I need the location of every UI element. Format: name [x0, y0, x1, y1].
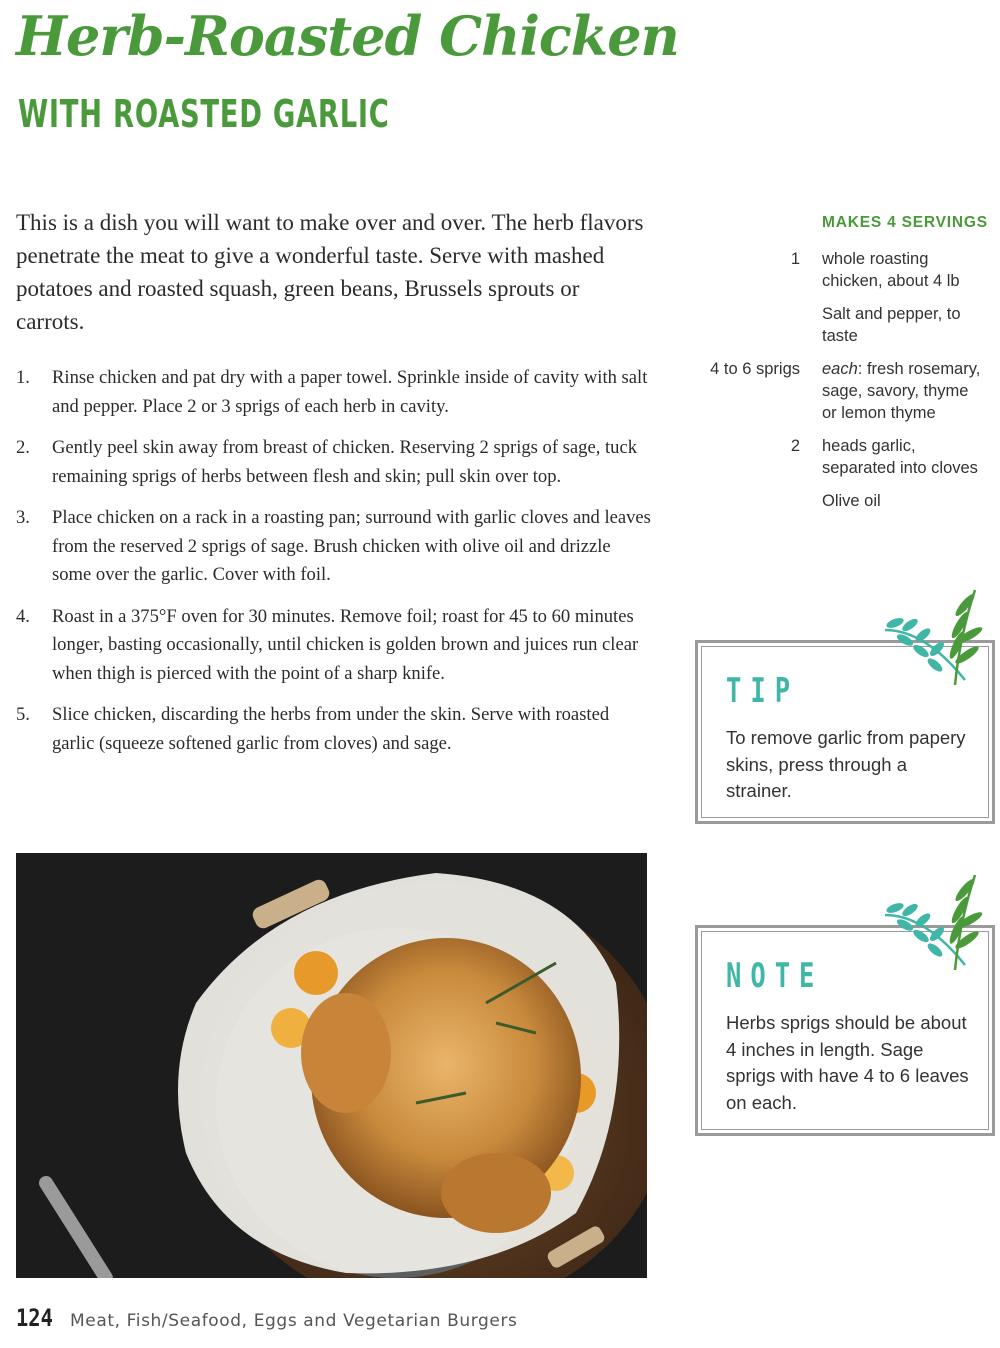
method-step	[16, 603, 652, 689]
ingredient-item	[690, 435, 990, 479]
ingredient-emphasis: each	[822, 360, 858, 378]
step-text: Gently peel skin away from breast of chicken. Reserving 2 sprigs of sage, tuck remaining sprigs of herbs between flesh and skin; pull skin over top.	[52, 437, 638, 487]
ingredient-item	[690, 303, 990, 347]
step-text: Slice chicken, discarding the herbs from under the skin. Serve with roasted garlic (squeeze softened garlic from cloves) and sage.	[52, 704, 610, 754]
page-number: 124	[16, 1304, 53, 1332]
servings-label: MAKES 4 SERVINGS	[822, 214, 988, 231]
roast-chicken-photo	[16, 853, 647, 1278]
step-number: 1.	[16, 367, 30, 388]
ingredient-item	[690, 248, 990, 292]
ingredient-text-wrap	[822, 248, 982, 292]
method-step	[16, 434, 652, 491]
ingredient-text: : fresh rosemary, sage, savory, thyme or lemon thyme	[822, 360, 981, 422]
ingredient-text-wrap	[822, 490, 982, 512]
herb-sprig-icon	[865, 870, 985, 980]
ingredient-quantity: 4 to 6 sprigs	[710, 360, 800, 378]
tip-body: To remove garlic from papery skins, press through a strainer.	[726, 727, 966, 801]
step-number: 2.	[16, 437, 30, 458]
ingredient-text: whole roasting chicken, about 4 lb	[822, 250, 960, 290]
recipe-title: Herb-Roasted Chicken	[16, 4, 679, 68]
note-heading: NOTE	[726, 956, 824, 996]
ingredient-quantity: 1	[790, 250, 800, 268]
section-title: Meat, Fish/Seafood, Eggs and Vegetarian Burgers	[70, 1311, 518, 1331]
ingredient-text-wrap	[822, 303, 982, 347]
step-text: Rinse chicken and pat dry with a paper towel. Sprinkle inside of cavity with salt and pepper. Place 2 or 3 sprigs of each herb in cavity.	[52, 367, 648, 417]
step-number: 4.	[16, 605, 30, 627]
method-steps	[16, 364, 652, 771]
step-text: Place chicken on a rack in a roasting pan; surround with garlic cloves and leaves from the reserved 2 sprigs of sage. Brush chicken with olive oil and drizzle some over the garlic. Cover with foil.	[52, 507, 651, 585]
tip-heading: TIP	[726, 671, 800, 711]
ingredient-item	[690, 490, 990, 512]
recipe-intro: This is a dish you will want to make over and over. The herb flavors penetrate the meat to give a wonderful taste. Serve with mashed potatoes and roasted squash, green beans, Brussels sprouts or carrots.	[16, 210, 644, 334]
step-text: Roast in a 375°F oven for 30 minutes. Remove foil; roast for 45 to 60 minutes longer, basting occasionally, until chicken is golden brown and juices run clear when thigh is pierced with the point of a sharp knife.	[52, 605, 639, 684]
roast-chicken-illustration	[16, 853, 647, 1278]
ingredient-text-wrap	[822, 435, 982, 479]
ingredient-text-wrap	[822, 358, 982, 424]
step-number: 5.	[16, 704, 30, 725]
step-number: 3.	[16, 507, 30, 528]
ingredient-text: Salt and pepper, to taste	[822, 305, 961, 345]
ingredient-text: heads garlic, separated into cloves	[822, 437, 978, 477]
ingredient-text: Olive oil	[822, 492, 881, 510]
method-step	[16, 701, 652, 758]
ingredient-list	[690, 248, 990, 523]
method-step	[16, 364, 652, 421]
herb-sprig-icon	[865, 585, 985, 695]
ingredient-item	[690, 358, 990, 424]
ingredient-quantity: 2	[790, 437, 800, 455]
note-body: Herbs sprigs should be about 4 inches in length. Sage sprigs with have 4 to 6 leaves on each.	[726, 1012, 969, 1113]
method-step	[16, 504, 652, 590]
recipe-subtitle: WITH ROASTED GARLIC	[18, 92, 390, 136]
